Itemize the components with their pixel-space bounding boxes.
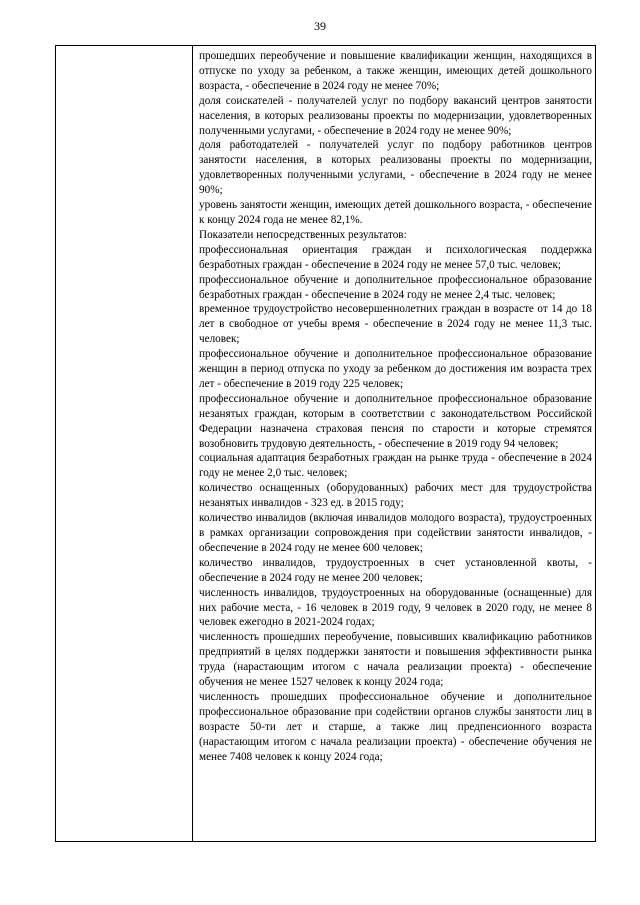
paragraph: временное трудоустройство несовершеннолетних граждан в возрасте от 14 до 18 лет в свободное от учебы время - обеспечение в 2024 году не менее 11,3 тыс. человек; [199,303,592,346]
paragraph: доля работодателей - получателей услуг по подбору работников центров занятости населения, в которых реализованы проекты по модернизации, удовлетворенных полученными услугами, - обеспечение в 2024 году не менее 90%; [199,139,592,197]
paragraph: профессиональная ориентация граждан и психологическая поддержка безработных граждан - обеспечение в 2024 году не менее 57,0 тыс. человек; [199,243,592,271]
table-left-column [56,46,193,841]
section-heading: Показатели непосредственных результатов: [199,228,407,241]
document-table [55,45,596,842]
paragraph: численность прошедших переобучение, повысивших квалификацию работников предприятий в целях поддержки занятости и повышения эффективности рынка труда (нарастающим итогом с начала реализации проекта) - обеспечение обучения не менее 1527 человек к концу 2024 года; [199,631,592,689]
paragraph: социальная адаптация безработных граждан на рынке труда - обеспечение в 2024 году не менее 2,0 тыс. человек; [199,452,592,480]
paragraph: профессиональное обучение и дополнительное профессиональное образование безработных граждан - обеспечение в 2024 году не менее 2,4 тыс. человек; [199,273,592,301]
paragraph: количество инвалидов (включая инвалидов молодого возраста), трудоустроенных в рамках организации сопровождения при содействии занятости инвалидов, - обеспечение в 2024 году не менее 600 человек; [199,512,592,554]
paragraph: количество инвалидов, трудоустроенных в счет установленной квоты, - обеспечение в 2024 году не менее 200 человек; [199,556,592,584]
paragraph: профессиональное обучение и дополнительное профессиональное образование женщин в период отпуска по уходу за ребенком до достижения им возраста трех лет - обеспечение в 2019 году 225 человек; [199,348,592,390]
paragraph: количество оснащенных (оборудованных) рабочих мест для трудоустройства незанятых инвалидов - 323 ед. в 2015 году; [199,482,592,510]
paragraph: численность прошедших профессиональное обучение и дополнительное профессиональное образование при содействии органов службы занятости лиц в возрасте 50-ти лет и старше, а также лиц предпенсионного возраста (нарастающим итогом с начала реализации проекта) - обеспечение обучения не менее 7408 человек к концу 2024 года; [199,690,592,763]
paragraph: прошедших переобучение и повышение квалификации женщин, находящихся в отпуске по уходу за ребенком, а также женщин, имеющих детей дошкольного возраста, - обеспечение в 2024 году не менее 70%; [199,50,592,92]
paragraph: уровень занятости женщин, имеющих детей дошкольного возраста, - обеспечение к концу 2024 года не менее 82,1%. [199,199,592,226]
page-number: 39 [314,19,326,33]
paragraph: профессиональное обучение и дополнительное профессиональное образование незанятых граждан, которым в соответствии с законодательством Российской Федерации назначена страховая пенсия по старости и которые стремятся возобновить трудовую деятельность, - обеспечение в 2019 году 94 человек; [199,392,592,450]
table-right-column [193,46,595,841]
paragraph: доля соискателей - получателей услуг по подбору вакансий центров занятости населения, в которых реализованы проекты по модернизации, удовлетворенных полученными услугами, - обеспечение в 2024 году не менее 90%; [199,94,592,137]
paragraph: численность инвалидов, трудоустроенных на оборудованные (оснащенные) для них рабочие места, - 16 человек в 2019 году, 9 человек в 2020 году, не менее 8 человек ежегодно в 2021-2024 годах; [199,586,592,629]
